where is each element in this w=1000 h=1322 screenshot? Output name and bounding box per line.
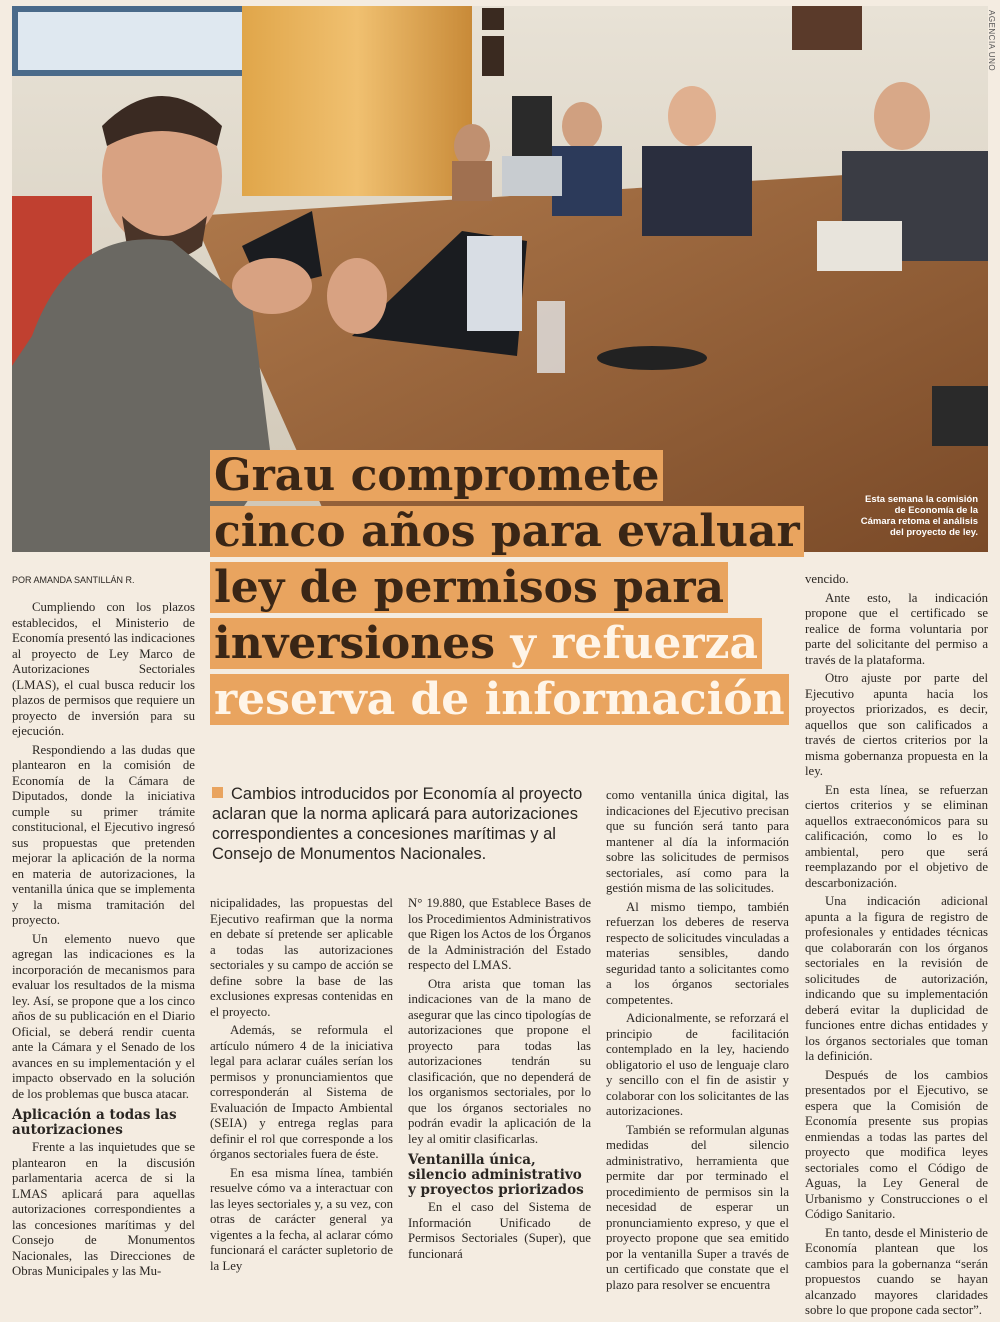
article-column-1 bbox=[12, 600, 195, 1283]
paragraph: Otra arista que toman las indicaciones van de la mano de asegurar que las cinco tipologías de autorizaciones que propone el proyecto para todas las autorizaciones tendrán su clasificación, que no dependerá de los organismos sectoriales, por lo que los órganos sectoriales no podrán evadir la aplicación de la ley al omitir clasificarlas. bbox=[408, 976, 591, 1146]
paragraph: N° 19.880, que Establece Bases de los Procedimientos Administrativos que Rigen los Actos de los Órganos de la Administración del Estado respecto del LMAS. bbox=[408, 896, 591, 972]
headline-line-4-dark: inversiones bbox=[214, 618, 496, 669]
paragraph: vencido. bbox=[805, 572, 849, 586]
article-column-4 bbox=[606, 788, 789, 1296]
photo-credit: AGENCIA UNO bbox=[987, 10, 996, 72]
paragraph: En el caso del Sistema de Información Unificado de Permisos Sectoriales (Super), que funcionará bbox=[408, 1200, 591, 1261]
orange-square-icon bbox=[212, 787, 223, 798]
headline-line-4-orange: y refuerza bbox=[495, 618, 759, 669]
subheading-aplicacion: Aplicación a todas las autorizaciones bbox=[12, 1107, 177, 1138]
paragraph: En tanto, desde el Ministerio de Economía plantean que los cambios para la gobernanza “serán propuestos cuando se hayan alcanzado mayores claridades sobre lo que propone cada sector”. bbox=[805, 1225, 988, 1317]
byline: POR AMANDA SANTILLÁN R. bbox=[12, 575, 135, 585]
paragraph: Además, se reformula el artículo número 4 de la iniciativa legal para aclarar cuáles serían los permisos y pronunciamientos que corresponderán al Sistema de Evaluación de Impacto Ambiental (SEIA) y entrega reglas para definir el rol que corresponde a los órganos sectoriales fuera de éste. bbox=[210, 1023, 393, 1161]
paragraph: En esa misma línea, también resuelve cómo va a interactuar con las leyes sectoriales y, a su vez, con otras de carácter general ya vigentes a la fecha, al aclarar cómo funcionará el carácter supletorio de la Ley bbox=[210, 1165, 393, 1273]
paragraph: nicipalidades, las propuestas del Ejecutivo reafirman que la norma en debate sí pretende ser aplicable a todas las autorizaciones sectoriales y su campo de acción se define sobre la base de las exclusiones expresas contenidas en el proyecto. bbox=[210, 896, 393, 1019]
paragraph: Frente a las inquietudes que se plantearon en la discusión parlamentaria acerca de si la LMAS aplicará para aquellas autorizaciones correspondientes a las concesiones marítimas y del Consejo de Monumentos Nacionales, las Direcciones de Obras Municipales y las Mu- bbox=[12, 1140, 195, 1278]
paragraph: Respondiendo a las dudas que plantearon en la comisión de Economía de la Cámara de Diputados, donde la iniciativa cumple su primer trámite constitucional, el Ejecutivo ingresó sus propuestas que pretenden mejorar la aplicación de la norma en materia de autorizaciones, la ventanilla única que se implementa y la misma tramitación del proyecto. bbox=[12, 742, 195, 927]
paragraph: Otro ajuste por parte del Ejecutivo apunta hacia los proyectos priorizados, es decir, aquellos que son calificados a través de ciertos criterios por la misma gobernanza propuesta en la ley. bbox=[805, 671, 988, 778]
headline-line-1: Grau compromete bbox=[210, 450, 663, 501]
paragraph: En esta línea, se refuerzan ciertos criterios y se eliminan aquellos extraeconómicos para su calificación, como lo es lo ambiental, pero que será reemplazando por el objetivo de descarbonización. bbox=[805, 782, 988, 890]
article-column-5 bbox=[805, 572, 988, 1322]
headline bbox=[210, 448, 800, 728]
article-column-3 bbox=[408, 896, 591, 1265]
lead-text: Cambios introducidos por Economía al proyecto aclaran que la norma aplicará para autorizaciones correspondientes a concesiones marítimas y al Consejo de Monumentos Nacionales. bbox=[212, 785, 583, 863]
headline-line-5: reserva de información bbox=[210, 674, 789, 725]
paragraph: También se reformulan algunas medidas del silencio administrativo, herramienta que permite dar por terminado el procedimiento de permisos sin la necesidad de esperar un pronunciamiento expreso, y que el proyecto propone que sea emitido por la ventanilla Super a través de un certificado que constate que el plazo para resolver se encuentra bbox=[606, 1122, 789, 1292]
paragraph: como ventanilla única digital, las indicaciones del Ejecutivo precisan que su función será tanto para mantener al día la información sobre las solicitudes de permisos sectoriales, así como para la gestión misma de las solicitudes. bbox=[606, 788, 789, 895]
paragraph: Después de los cambios presentados por el Ejecutivo, se espera que la Comisión de Economía presente sus propias enmiendas a todas las partes del proyecto que modifica leyes sectoriales como el Código de Aguas, la Ley General de Urbanismo y Construcciones o el Código Sanitario. bbox=[805, 1067, 988, 1221]
photo-caption: Esta semana la comisión de Economía de la Cámara retoma el análisis del proyecto de ley. bbox=[860, 494, 978, 538]
paragraph: Adicionalmente, se reforzará el principio de facilitación contemplado en la ley, haciendo obligatorio el uso de lenguaje claro y sencillo con el fin de asistir y colaborar con los solicitantes de las autorizaciones. bbox=[606, 1011, 789, 1118]
paragraph: Un elemento nuevo que agregan las indicaciones es la incorporación de mecanismos para evaluar los resultados de la misma ley. Así, se propone que a los cinco años de su publicación en el Diario Oficial, se deberá rendir cuenta ante la Cámara y el Senado de los avances en su implementación y el impacto observado en la solución de los problemas que busca atacar. bbox=[12, 931, 195, 1101]
article-column-2 bbox=[210, 896, 393, 1277]
subheading-ventanilla: Ventanilla única, silencio administrativo y proyectos priorizados bbox=[408, 1152, 584, 1198]
paragraph: Ante esto, la indicación propone que el certificado se realice de forma voluntaria por parte del solicitante del permiso a través de la plataforma. bbox=[805, 590, 988, 667]
headline-line-3: ley de permisos para bbox=[210, 562, 728, 613]
lead-summary bbox=[212, 784, 592, 864]
headline-line-2: cinco años para evaluar bbox=[210, 506, 804, 557]
paragraph: Una indicación adicional apunta a la figura de registro de profesionales y entidades técnicas que colaborarán con los órganos sectoriales en la revisión de solicitudes de autorización, indicando que su implementación deberá evitar la duplicidad de funciones entre dichas entidades y los órganos sectoriales que toman la definición. bbox=[805, 894, 988, 1063]
paragraph: Cumpliendo con los plazos establecidos, el Ministerio de Economía presentó las indicaciones al proyecto de Ley Marco de Autorizaciones Sectoriales (LMAS), el cual busca reducir los plazos de permisos que requiere un proyecto de inversión para su ejecución. bbox=[12, 600, 196, 738]
paragraph: Al mismo tiempo, también refuerzan los deberes de reserva respecto de solicitudes vinculadas a materias sensibles, dando seguridad tanto a solicitantes como a los órganos sectoriales competentes. bbox=[606, 899, 789, 1007]
headline-line-4 bbox=[210, 618, 762, 669]
